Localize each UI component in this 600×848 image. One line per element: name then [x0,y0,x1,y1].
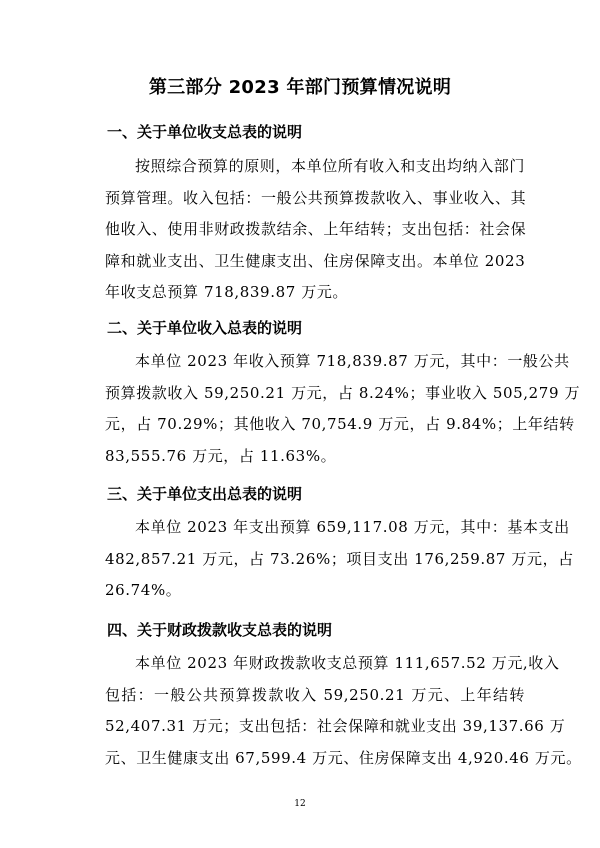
section-1-heading: 一、关于单位收支总表的说明 [107,123,303,141]
paragraph-line: 障和就业支出、卫生健康支出、住房保障支出。本单位 2023 [105,251,526,270]
paragraph-line: 482,857.21 万元，占 73.26%；项目支出 176,259.87 万元，占 [105,549,574,568]
paragraph-line: 预算管理。收入包括：一般公共预算拨款收入、事业收入、其 [105,188,527,207]
section-4-heading: 四、关于财政拨款收支总表的说明 [107,621,333,639]
paragraph-line: 包括：一般公共预算拨款收入 59,250.21 万元、上年结转 [105,685,525,704]
section-3-paragraph [105,512,574,607]
page-title: 第三部分 2023 年部门预算情况说明 [148,77,452,98]
page-number: 12 [294,799,306,809]
paragraph-line: 元、卫生健康支出 67,599.4 万元、住房保障支出 4,920.46 万元。 [105,748,582,767]
paragraph-line: 本单位 2023 年财政拨款收支总预算 111,657.52 万元,收入 [135,654,560,672]
paragraph-line: 26.74%。 [105,581,182,599]
paragraph-line: 他收入、使用非财政拨款结余、上年结转；支出包括：社会保 [105,220,527,238]
paragraph-line: 本单位 2023 年收入预算 718,839.87 万元，其中：一般公共 [135,352,570,370]
section-3-heading: 三、关于单位支出总表的说明 [107,485,303,503]
paragraph-line: 52,407.31 万元；支出包括：社会保障和就业支出 39,137.66 万 [105,717,566,735]
paragraph-line: 本单位 2023 年支出预算 659,117.08 万元，其中：基本支出 [135,518,570,536]
section-2-paragraph [105,346,581,472]
section-4-paragraph [105,648,582,774]
paragraph-line: 按照综合预算的原则，本单位所有收入和支出均纳入部门 [135,157,526,175]
paragraph-line: 年收支总预算 718,839.87 万元。 [105,283,349,301]
paragraph-line: 83,555.76 万元，占 11.63%。 [105,446,337,465]
section-1-paragraph [105,151,525,309]
paragraph-line: 预算拨款收入 59,250.21 万元，占 8.24%；事业收入 505,279 万 [105,383,581,402]
section-2-heading: 二、关于单位收入总表的说明 [107,319,303,337]
paragraph-line: 元，占 70.29%；其他收入 70,754.9 万元，占 9.84%；上年结转 [105,415,575,433]
